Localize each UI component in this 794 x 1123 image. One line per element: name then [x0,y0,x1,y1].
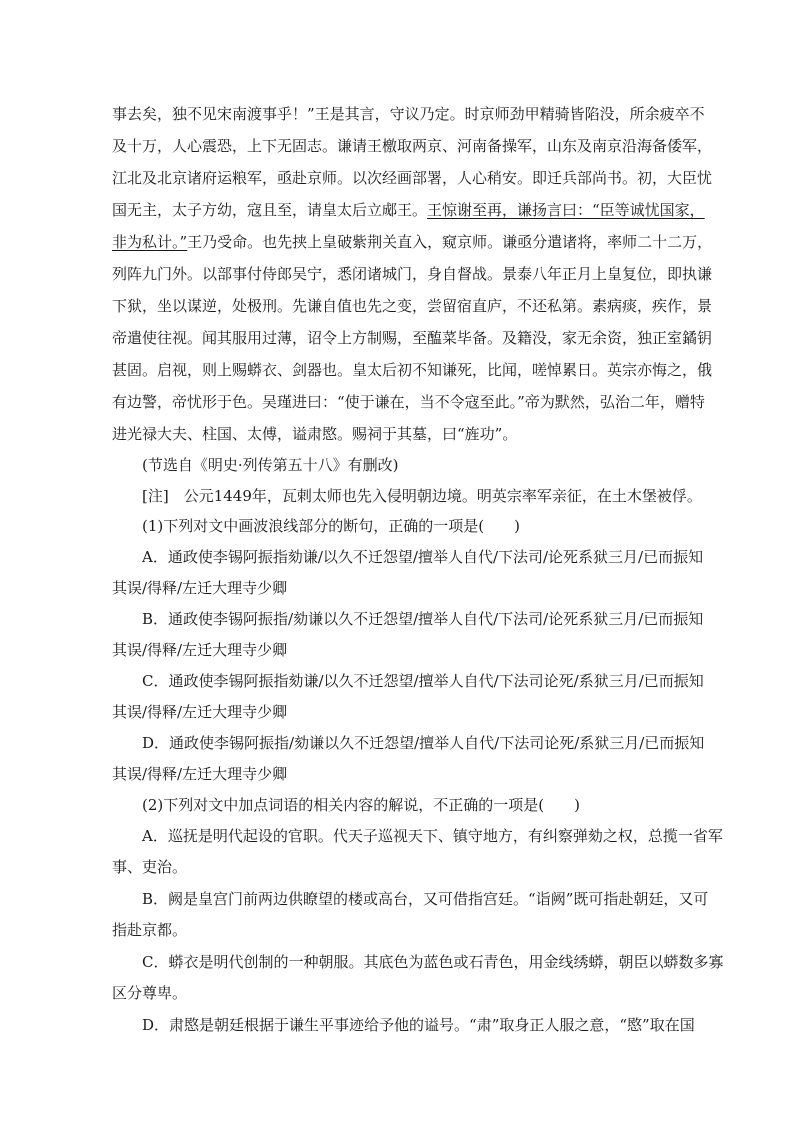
q1-option-d-line-1: D．通政使李锡阿振指/劾谦以久不迁怨望/擅举人自代/下法司论死/系狱三月/已而振知 [142,734,705,752]
source-citation: (节选自《明史·列传第五十八》有删改) [142,456,399,474]
q1-option-b-line-2: 其误/得释/左迁大理寺少卿 [112,641,288,659]
q1-option-a-line-2: 其误/得释/左迁大理寺少卿 [112,579,288,597]
underlined-sentence-end: 非为私计。” [112,233,188,251]
q2-option-b-line-1: B．阙是皇宫门前两边供瞭望的楼或高台，又可借指宫廷。“诣阙”既可指赴朝廷，又可 [142,890,709,908]
passage-line-6: 列阵九门外。以部事付侍郎吴宁，悉闭诸城门，身自督战。景泰八年正月上皇复位，即执谦 [112,265,713,283]
q2-option-a-line-2: 事、吏治。 [112,858,188,876]
passage-line-5 [112,232,713,252]
underlined-sentence-start: 王惊谢至再，谦扬言曰：“臣等诚忧国家， [427,201,705,219]
q1-option-a-line-1: A．通政使李锡阿振指劾谦/以久不迁怨望/擅举人自代/下法司/论死系狱三月/已而振知 [142,548,704,566]
q1-option-c-line-2: 其误/得释/左迁大理寺少卿 [112,703,288,721]
passage-line-2: 及十万，人心震恐，上下无固志。谦请王檄取两京、河南备操军，山东及南京沿海备倭军， [112,137,713,155]
q1-option-c-line-1: C．通政使李锡阿振指劾谦/以久不迁怨望/擅举人自代/下法司论死/系狱三月/已而振知 [142,672,704,690]
passage-line-5-plain: 王乃受命。也先挟上皇破紫荆关直入，窥京师。谦亟分遣诸将，率师二十二万， [187,233,713,251]
passage-line-4 [112,200,705,220]
passage-line-9: 甚固。启视，则上赐蟒衣、剑器也。皇太后初不知谦死，比闻，嗟悼累日。英宗亦悔之，俄 [112,361,713,379]
question-1-stem: (1)下列对文中画波浪线部分的断句，正确的一项是( ) [142,517,520,535]
passage-line-3: 江北及北京诸府运粮军，亟赴京师。以次经画部署，人心稍安。即迁兵部尚书。初，大臣忧 [112,169,713,187]
q2-option-a-line-1: A．巡抚是明代起设的官职。代天子巡视天下、镇守地方，有纠察弹劾之权，总揽一省军 [142,827,723,845]
q2-option-d-line-1: D．肃愍是朝廷根据于谦生平事迹给予他的谥号。“肃”取身正人服之意，“愍”取在国 [142,1016,695,1034]
q1-option-d-line-2: 其误/得释/左迁大理寺少卿 [112,765,288,783]
passage-line-1: 事去矣，独不见宋南渡事乎！”王是其言，守议乃定。时京师劲甲精骑皆陷没，所余疲卒不 [112,105,705,123]
q2-option-c-line-1: C．蟒衣是明代创制的一种朝服。其底色为蓝色或石青色，用金线绣蟒，朝臣以蟒数多寡 [142,953,724,971]
passage-line-8: 帝遣使往视。闻其服用过薄，诏令上方制赐，至醢菜毕备。及籍没，家无余资，独正室鐍钥 [112,329,713,347]
question-2-stem: (2)下列对文中加点词语的相关内容的解说，不正确的一项是( ) [142,796,580,814]
q1-option-b-line-1: B．通政使李锡阿振指/劾谦以久不迁怨望/擅举人自代/下法司/论死系狱三月/已而振知 [142,610,704,628]
passage-line-11: 进光禄大夫、柱国、太傅，谥肃愍。赐祠于其墓，曰“旌功”。 [112,425,518,443]
q2-option-b-line-2: 指赴京都。 [112,921,188,939]
passage-line-10: 有边警，帝忧形于色。吴瑾进曰：“使于谦在，当不令寇至此。”帝为默然，弘治二年，赠特 [112,393,705,411]
passage-line-4-plain: 国无主，太子方幼，寇且至，请皇太后立郕王。 [112,201,428,219]
passage-line-7: 下狱，坐以谋逆，处极刑。先谦自值也先之变，尝留宿直庐，不还私第。素病痰，疾作，景 [112,297,713,315]
footnote: [注] 公元1449年，瓦剌太师也先入侵明朝边境。明英宗率军亲征，在土木堡被俘。 [142,487,702,505]
q2-option-c-line-2: 区分尊卑。 [112,984,188,1002]
